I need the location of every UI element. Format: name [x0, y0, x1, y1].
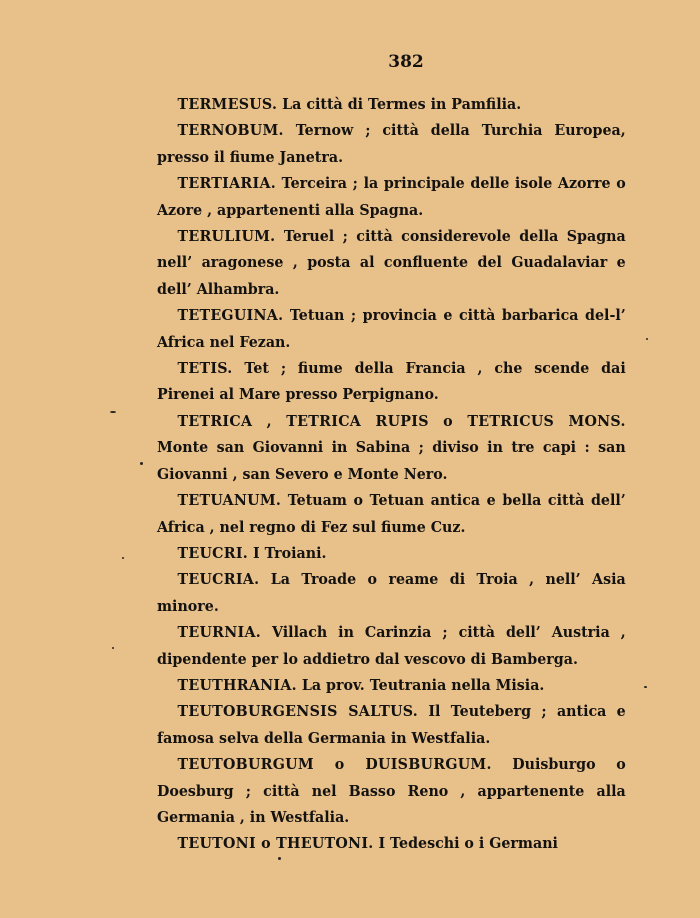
- print-speck: [646, 338, 648, 340]
- entry-definition: Ternow ; città della Turchia Europea, presso il fiume Janetra.: [157, 121, 626, 166]
- entry-headword: TERNOBUM.: [177, 121, 284, 140]
- print-speck: [112, 647, 114, 649]
- entry-headword: TETIS.: [177, 359, 233, 378]
- entry-definition: Villach in Carinzia ; città dell’ Austria , dipendente per lo addietro dal vescovo di Bamberga.: [157, 623, 626, 668]
- entry-headword: TERMESUS.: [177, 95, 278, 113]
- entry-definition: Il Teuteberg ; antica e famosa selva della Germania in Westfalia.: [157, 702, 626, 747]
- dictionary-entry: [157, 117, 626, 170]
- dictionary-entry: [157, 302, 626, 355]
- dictionary-entry: [157, 223, 626, 302]
- dictionary-entry: [157, 672, 626, 698]
- print-speck: [278, 857, 281, 860]
- entry-definition: Tet ; fiume della Francia , che scende dai Pirenei al Mare presso Perpignano.: [157, 359, 626, 404]
- entry-headword: TEUCRI.: [177, 543, 249, 562]
- entry-headword: TERTIARIA.: [177, 174, 277, 193]
- entry-definition: La città di Termes in Pamfilia.: [277, 95, 522, 113]
- entry-definition: Terceira ; la principale delle isole Azorre o Azore , appartenenti alla Spagna.: [157, 174, 626, 219]
- entry-definition: I Troiani.: [248, 543, 327, 562]
- entry-definition: La Troade o reame di Troia , nell’ Asia minore.: [157, 570, 626, 615]
- dictionary-entry: [157, 170, 626, 223]
- dictionary-entry: [157, 698, 626, 751]
- entry-definition: La prov. Teutrania nella Misia.: [296, 675, 545, 694]
- entry-headword: TERULIUM.: [177, 227, 276, 246]
- entry-headword: TEUCRIA.: [177, 570, 260, 589]
- entry-headword: TETRICA , TETRICA RUPIS o TETRICUS MONS.: [177, 411, 626, 430]
- dictionary-entry: [157, 355, 626, 408]
- dictionary-entry: [157, 619, 626, 672]
- entry-definition: Monte san Giovanni in Sabina ; diviso in tre capi : san Giovanni , san Severo e Monte Nero.: [157, 438, 626, 483]
- entry-headword: TEUTONI o THEUTONI.: [177, 834, 374, 853]
- entry-headword: TETUANUM.: [177, 491, 282, 510]
- print-speck: [644, 686, 647, 688]
- dictionary-entry: [157, 566, 626, 619]
- entry-definition: Teruel ; città considerevole della Spagna nell’ aragonese , posta al confluente del Guadalaviar e dell’ Alhambra.: [157, 227, 626, 298]
- print-speck: [110, 411, 116, 413]
- entry-definition: Duisburgo o Doesburg ; città nel Basso Reno , appartenente alla Germania , in Westfalia.: [157, 755, 626, 826]
- dictionary-entry: [157, 91, 626, 117]
- entry-headword: TEUTOBURGENSIS SALTUS.: [177, 702, 419, 721]
- dictionary-entry: [157, 540, 626, 566]
- entry-definition: I Tedeschi o i Germani: [373, 834, 558, 853]
- dictionary-entry: [157, 487, 626, 540]
- entry-headword: TEURNIA.: [177, 623, 262, 642]
- dictionary-entry: [157, 408, 626, 487]
- entry-headword: TEUTHRANIA.: [177, 675, 297, 694]
- print-speck: [122, 557, 124, 559]
- dictionary-entries: [157, 91, 626, 857]
- entry-headword: TETEGUINA.: [177, 306, 284, 325]
- print-speck: [140, 462, 143, 465]
- entry-definition: Tetuan ; provincia e città barbarica del-l’ Africa nel Fezan.: [157, 306, 626, 351]
- entry-definition: Tetuam o Tetuan antica e bella città dell’ Africa , nel regno di Fez sul fiume Cuz.: [157, 491, 626, 536]
- page-number: 382: [388, 52, 424, 72]
- entry-headword: TEUTOBURGUM o DUISBURGUM.: [177, 755, 492, 774]
- dictionary-entry: [157, 830, 626, 856]
- dictionary-entry: [157, 751, 626, 830]
